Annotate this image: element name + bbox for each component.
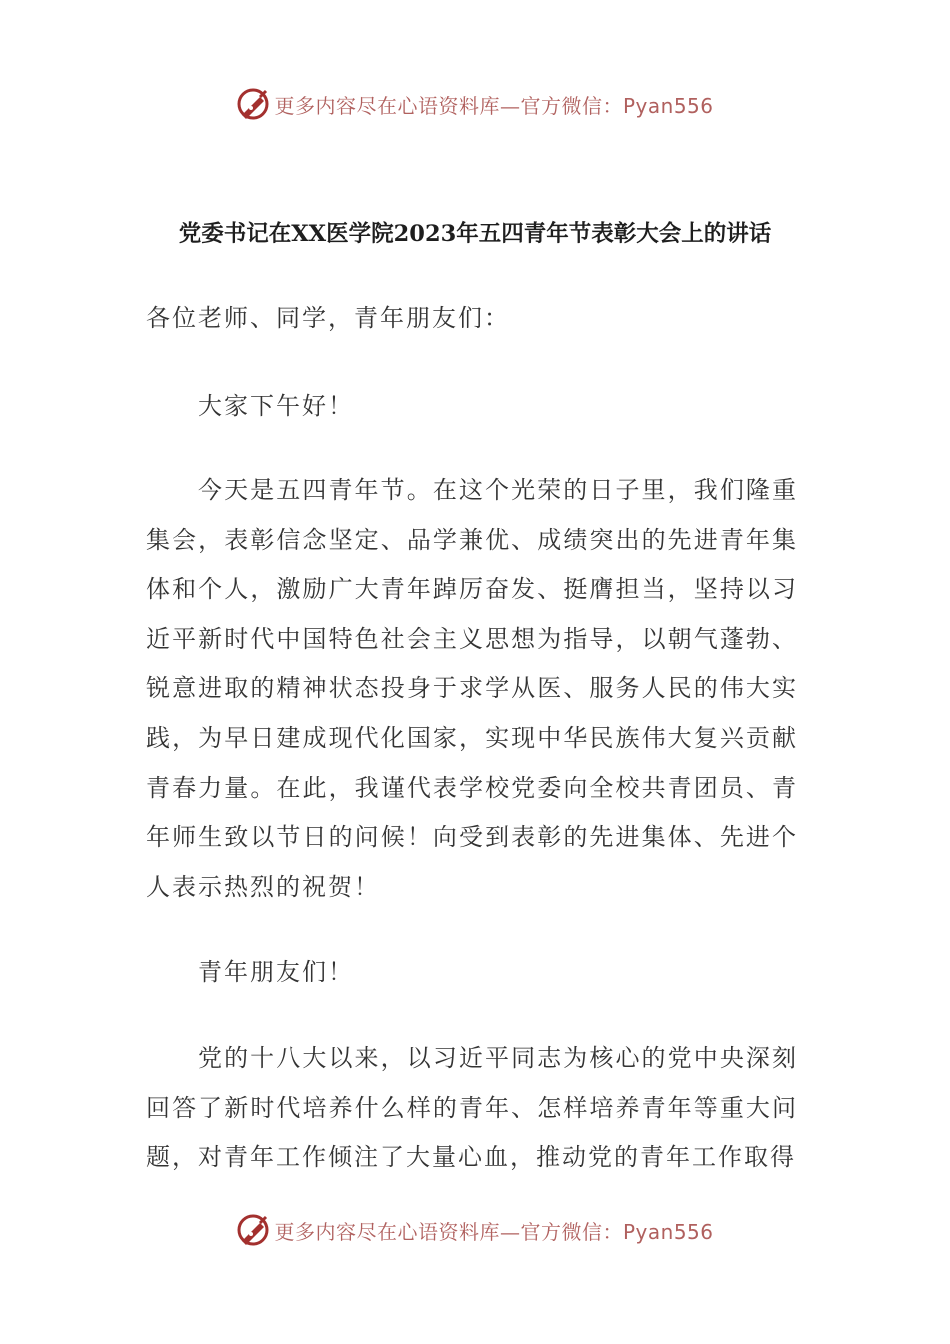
body-paragraph-2: 党的十八大以来，以习近平同志为核心的党中央深刻回答了新时代培养什么样的青年、怎样培养青年等重大问题，对青年工作倾注了大量心血，推动党的青年工作取得 [146, 1044, 798, 1172]
wechat-id: Pyan556 [622, 1219, 714, 1244]
pen-nib-icon [236, 87, 270, 121]
wechat-id: Pyan556 [622, 93, 714, 118]
footer-banner [0, 1210, 950, 1250]
greeting: 大家下午好！ [198, 392, 354, 420]
youth-greeting: 青年朋友们！ [198, 958, 354, 986]
document-title: 党委书记在XX医学院2023年五四青年节表彰大会上的讲话 [178, 221, 772, 247]
pen-nib-icon [236, 1213, 270, 1247]
header-banner [0, 84, 950, 124]
banner-text: 更多内容尽在心语资料库—官方微信： [274, 93, 623, 118]
body-paragraph-1: 今天是五四青年节。在这个光荣的日子里，我们隆重集会，表彰信念坚定、品学兼优、成绩突出的先进青年集体和个人，激励广大青年踔厉奋发、挺膺担当，坚持以习近平新时代中国特色社会主义思想为指导，以朝气蓬勃、锐意进取的精神状态投身于求学从医、服务人民的伟大实践，为早日建成现代化国家，实现中华民族伟大复兴贡献青春力量。在此，我谨代表学校党委向全校共青团员、青年师生致以节日的问候！向受到表彰的先进集体、先进个人表示热烈的祝贺！ [146, 476, 798, 901]
salutation: 各位老师、同学，青年朋友们： [146, 304, 510, 332]
banner-text: 更多内容尽在心语资料库—官方微信： [274, 1219, 623, 1244]
